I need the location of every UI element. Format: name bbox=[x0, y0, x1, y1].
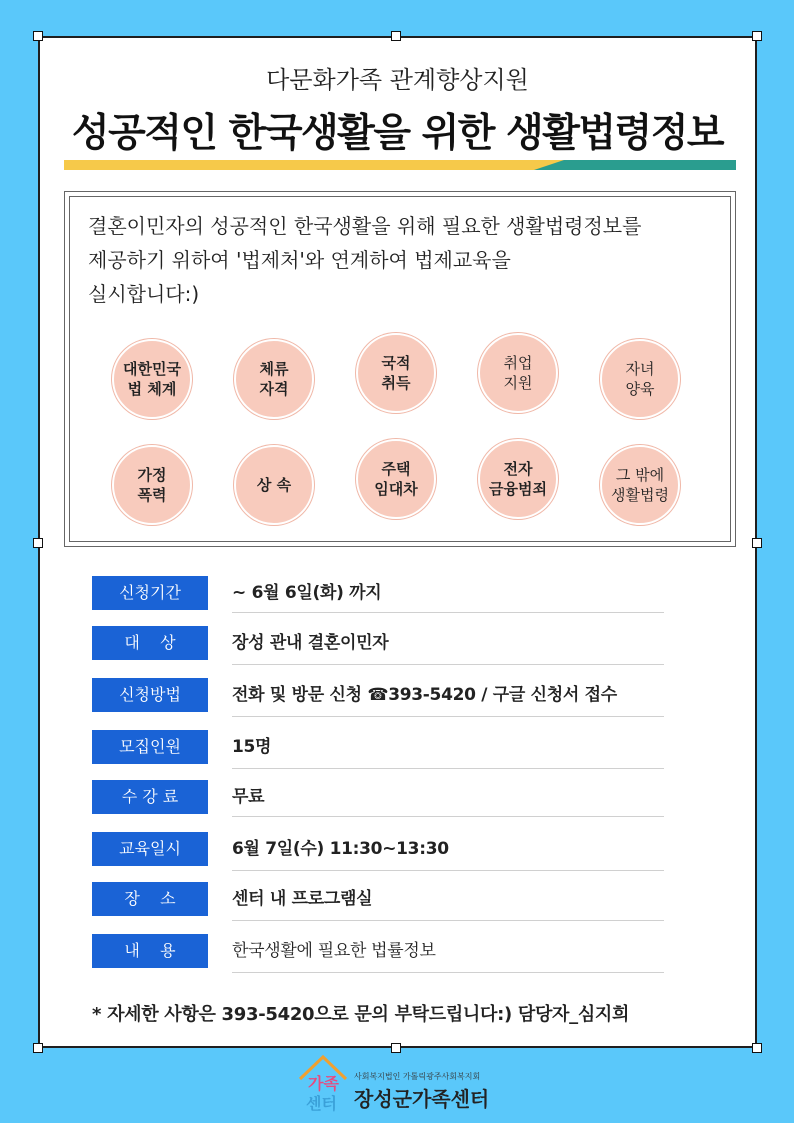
resize-handle[interactable] bbox=[752, 538, 762, 548]
detail-label: 대 상 bbox=[92, 626, 208, 660]
contact-note: * 자세한 사항은 393-5420으로 문의 부탁드립니다:) 담당자_심지희 bbox=[92, 1004, 630, 1025]
intro-box bbox=[64, 191, 736, 547]
org-subtitle: 사회복지법인 가톨릭광주사회복지회 bbox=[354, 1072, 481, 1081]
detail-row-target bbox=[92, 626, 664, 662]
resize-handle[interactable] bbox=[33, 538, 43, 548]
resize-handle[interactable] bbox=[391, 1043, 401, 1053]
divider bbox=[232, 768, 664, 769]
detail-row-schedule bbox=[92, 832, 664, 868]
topic-circle: 주택 임대차 bbox=[356, 439, 436, 519]
poster-page bbox=[38, 36, 757, 1048]
detail-label: 수 강 료 bbox=[92, 780, 208, 814]
resize-handle[interactable] bbox=[752, 31, 762, 41]
logo-text-bottom: 센터 bbox=[306, 1094, 337, 1113]
topic-circle: 국적 취득 bbox=[356, 333, 436, 413]
divider bbox=[232, 972, 664, 973]
detail-value: 15명 bbox=[232, 737, 272, 757]
topic-circle: 대한민국 법 체계 bbox=[112, 339, 192, 419]
detail-label: 장 소 bbox=[92, 882, 208, 916]
poster-subtitle: 다문화가족 관계향상지원 bbox=[266, 66, 529, 94]
title-underline-bar bbox=[64, 160, 736, 170]
detail-row-fee bbox=[92, 780, 664, 816]
center-logo bbox=[296, 1053, 350, 1119]
topic-circle: 그 밖에 생활법령 bbox=[600, 445, 680, 525]
detail-label: 내 용 bbox=[92, 934, 208, 968]
topic-circle: 가정 폭력 bbox=[112, 445, 192, 525]
topic-circle: 전자 금융범죄 bbox=[478, 439, 558, 519]
divider bbox=[232, 716, 664, 717]
resize-handle[interactable] bbox=[391, 31, 401, 41]
detail-value: 장성 관내 결혼이민자 bbox=[232, 633, 389, 653]
detail-value: 무료 bbox=[232, 787, 265, 807]
logo-text-top: 가족 bbox=[308, 1074, 339, 1093]
detail-row-capacity bbox=[92, 730, 664, 766]
resize-handle[interactable] bbox=[752, 1043, 762, 1053]
detail-row-method bbox=[92, 678, 664, 714]
divider bbox=[232, 920, 664, 921]
divider bbox=[232, 870, 664, 871]
topic-circle: 상 속 bbox=[234, 445, 314, 525]
detail-label: 모집인원 bbox=[92, 730, 208, 764]
detail-value: ~ 6월 6일(화) 까지 bbox=[232, 583, 382, 603]
detail-label: 신청방법 bbox=[92, 678, 208, 712]
org-name: 장성군가족센터 bbox=[354, 1087, 490, 1111]
topic-circle: 취업 지원 bbox=[478, 333, 558, 413]
divider bbox=[232, 816, 664, 817]
topic-circle: 체류 자격 bbox=[234, 339, 314, 419]
detail-row-location bbox=[92, 882, 664, 918]
detail-label: 신청기간 bbox=[92, 576, 208, 610]
detail-value: 센터 내 프로그램실 bbox=[232, 889, 373, 909]
detail-value: 한국생활에 필요한 법률정보 bbox=[232, 941, 436, 961]
detail-label: 교육일시 bbox=[92, 832, 208, 866]
topic-circle: 자녀 양육 bbox=[600, 339, 680, 419]
divider bbox=[232, 612, 664, 613]
resize-handle[interactable] bbox=[33, 1043, 43, 1053]
resize-handle[interactable] bbox=[33, 31, 43, 41]
detail-value: 전화 및 방문 신청 ☎393-5420 / 구글 신청서 접수 bbox=[232, 685, 617, 705]
detail-row-period bbox=[92, 576, 664, 612]
detail-row-content bbox=[92, 934, 664, 970]
poster-title: 성공적인 한국생활을 위한 생활법령정보 bbox=[71, 111, 724, 156]
intro-line: 실시합니다:) bbox=[88, 282, 200, 306]
detail-value: 6월 7일(수) 11:30~13:30 bbox=[232, 839, 449, 859]
divider bbox=[232, 664, 664, 665]
intro-line: 결혼이민자의 성공적인 한국생활을 위해 필요한 생활법령정보를 bbox=[88, 214, 642, 238]
footer bbox=[296, 1053, 516, 1119]
intro-text bbox=[88, 209, 718, 311]
intro-line: 제공하기 위하여 '법제처'와 연계하여 법제교육을 bbox=[88, 248, 511, 272]
